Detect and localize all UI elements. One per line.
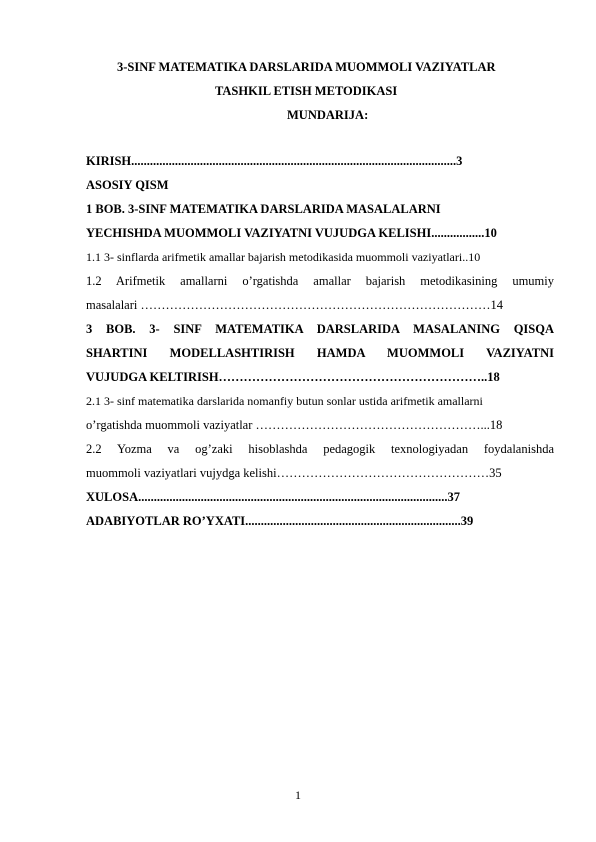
document-title-line-2: TASHKIL ETISH METODIKASI: [215, 84, 398, 98]
toc-entry-kirish: KIRISH........................................................................................................3: [86, 154, 463, 168]
toc-entry-chapter-3-line-3: VUJUDGA KELTIRISH………………………………………………………..18: [86, 370, 500, 384]
contents-heading: MUNDARIJA:: [287, 108, 369, 122]
page-number: 1: [295, 788, 301, 802]
toc-entry-1-2-line-1: 1.2 Arifmetik amallarni o’rgatishda amallar bajarish metodikasining umumiy: [86, 274, 554, 288]
toc-entry-1-2-line-2: masalalari …………………………………………………………………………14: [86, 298, 503, 312]
toc-entry-adabiyotlar: ADABIYOTLAR RO’YXATI.....................................................................39: [86, 514, 474, 528]
document-title-line-1: 3-SINF MATEMATIKA DARSLARIDA MUOMMOLI VAZIYATLAR: [117, 60, 496, 74]
toc-entry-asosiy-qism: ASOSIY QISM: [86, 178, 169, 192]
toc-entry-chapter-3-line-2: SHARTINI MODELLASHTIRISH HAMDA MUOMMOLI VAZIYATNI: [86, 346, 554, 360]
table-of-contents: [86, 149, 554, 533]
toc-entry-chapter-1-line-2: YECHISHDA MUOMMOLI VAZIYATNI VUJUDGA KELISHI.................10: [86, 226, 497, 240]
toc-entry-chapter-1-line-1: 1 BOB. 3-SINF MATEMATIKA DARSLARIDA MASALALARNI: [86, 202, 441, 216]
toc-entry-2-1-line-2: o’rgatishda muommoli vaziyatlar ………………………………………………...18: [86, 418, 503, 432]
toc-entry-2-2-line-2: muommoli vaziyatlari vujydga kelishi……………………………………………35: [86, 466, 502, 480]
toc-entry-2-2-line-1: 2.2 Yozma va og’zaki hisoblashda pedagogik texnologiyadan foydalanishda: [86, 442, 554, 456]
toc-entry-chapter-3-line-1: 3 BOB. 3- SINF MATEMATIKA DARSLARIDA MASALANING QISQA: [86, 322, 554, 336]
toc-entry-2-1-line-1: 2.1 3- sinf matematika darslarida nomanfiy butun sonlar ustida arifmetik amallarni: [86, 394, 483, 408]
toc-entry-xulosa: XULOSA...................................................................................................37: [86, 490, 460, 504]
toc-entry-1-1: 1.1 3- sinflarda arifmetik amallar bajarish metodikasida muommoli vaziyatlari..10: [86, 250, 481, 264]
